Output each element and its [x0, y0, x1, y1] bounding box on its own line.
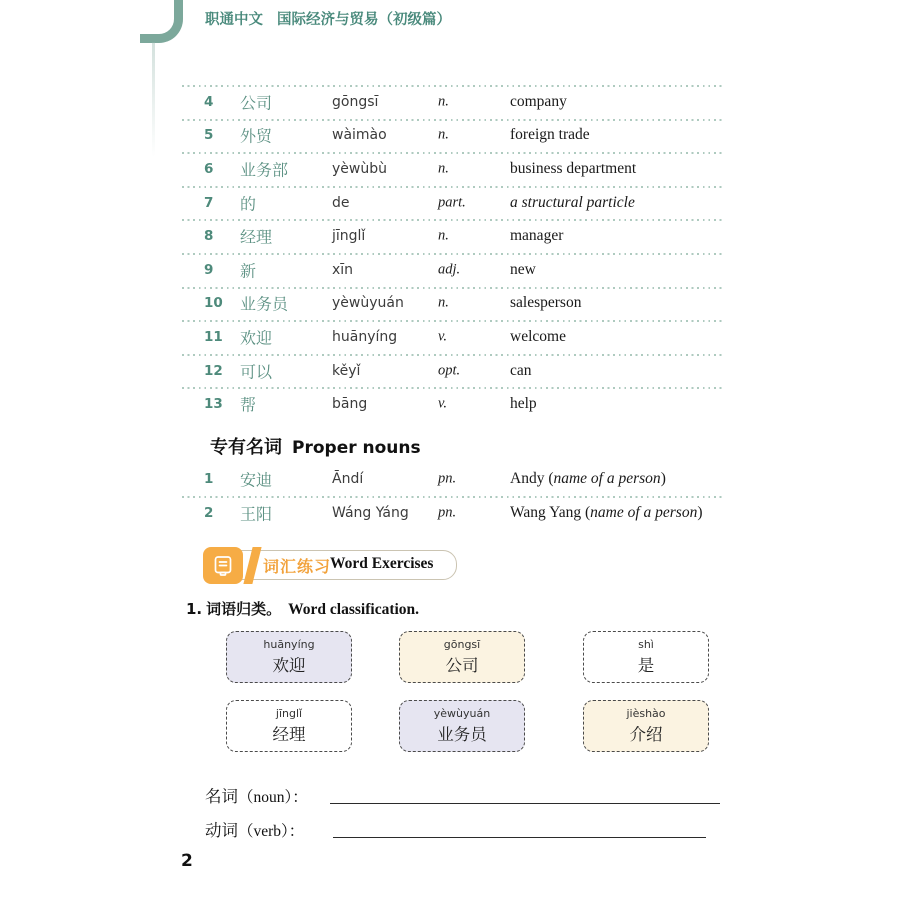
- page-number: 2: [181, 851, 193, 871]
- word-part-of-speech: pn.: [438, 504, 457, 521]
- proper-nouns-heading: [210, 433, 421, 459]
- badge-label-zh: 词汇练习: [263, 557, 332, 576]
- word-number: 11: [204, 328, 223, 345]
- answer-label-verb: 动词（verb）：: [205, 821, 305, 840]
- word-hanzi: 帮: [240, 397, 257, 415]
- word-part-of-speech: part.: [438, 194, 466, 211]
- word-number: 2: [204, 505, 214, 521]
- word-exercises-badge: [203, 547, 463, 585]
- proper-noun-row: [182, 496, 724, 530]
- word-english: new: [510, 260, 536, 278]
- word-english: salesperson: [510, 294, 582, 312]
- exercise-title: [186, 598, 419, 619]
- badge-label-en: Word Exercises: [330, 554, 434, 572]
- word-number: 12: [204, 362, 223, 379]
- word-part-of-speech: v.: [438, 395, 447, 412]
- vocab-row: [182, 186, 724, 220]
- word-number: 13: [204, 396, 223, 413]
- word-pinyin: Āndí: [332, 471, 364, 487]
- word-part-of-speech: n.: [438, 93, 449, 110]
- word-english: company: [510, 92, 567, 110]
- word-pinyin: Wáng Yáng: [332, 505, 409, 521]
- word-hanzi: 新: [240, 263, 257, 281]
- word-part-of-speech: n.: [438, 126, 449, 143]
- word-hanzi: 公司: [240, 95, 273, 113]
- word-hanzi: 外贸: [240, 128, 273, 146]
- word-pinyin: xīn: [332, 261, 354, 278]
- word-english: foreign trade: [510, 126, 590, 144]
- word-part-of-speech: opt.: [438, 362, 461, 379]
- word-card: [399, 631, 525, 683]
- word-card-hanzi: 是: [637, 656, 655, 675]
- word-card-hanzi: 欢迎: [272, 656, 306, 675]
- vocab-row: [182, 219, 724, 253]
- word-card: [583, 631, 709, 683]
- word-number: 6: [204, 160, 214, 177]
- word-english: manager: [510, 227, 564, 245]
- word-card-hanzi: 介绍: [629, 725, 663, 744]
- word-part-of-speech: pn.: [438, 470, 457, 487]
- vocab-row: [182, 354, 724, 388]
- word-card: [226, 700, 352, 752]
- exercise-title-zh: 词语归类。: [206, 600, 282, 618]
- word-part-of-speech: adj.: [438, 261, 461, 278]
- corner-decoration: [140, 0, 183, 43]
- word-english: Wang Yang (name of a person): [510, 504, 703, 521]
- word-card-hanzi: 业务员: [437, 725, 487, 744]
- vocab-row: [182, 85, 724, 119]
- word-hanzi: 业务部: [240, 162, 289, 180]
- answer-blank-line: [333, 837, 706, 838]
- word-card-pinyin: shì: [638, 638, 654, 651]
- word-hanzi: 的: [240, 196, 257, 214]
- page-header: [205, 8, 451, 29]
- word-hanzi: 欢迎: [240, 330, 273, 348]
- book-series-title: 职通中文: [205, 12, 263, 28]
- proper-nouns-table: [182, 462, 724, 530]
- word-card-pinyin: huānyíng: [263, 638, 315, 651]
- vocab-row: [182, 320, 724, 354]
- word-number: 10: [204, 295, 223, 312]
- word-hanzi: 可以: [240, 364, 273, 382]
- word-pinyin: de: [332, 194, 350, 211]
- word-hanzi: 经理: [240, 229, 273, 247]
- word-number: 5: [204, 127, 214, 144]
- word-card-pinyin: jīnglǐ: [275, 707, 303, 720]
- word-number: 4: [204, 93, 214, 110]
- answer-blank-line: [330, 803, 720, 804]
- answer-label-noun: 名词（noun）：: [205, 787, 308, 806]
- word-pinyin: huānyíng: [332, 328, 398, 345]
- word-pinyin: kěyǐ: [332, 362, 361, 379]
- word-english: a structural particle: [510, 193, 635, 211]
- word-pinyin: jīnglǐ: [332, 228, 366, 245]
- proper-nouns-heading-en: Proper nouns: [292, 438, 421, 458]
- word-number: 7: [204, 194, 214, 211]
- word-card: [226, 631, 352, 683]
- word-pinyin: wàimào: [332, 127, 387, 144]
- vocab-row: [182, 387, 724, 421]
- word-card-pinyin: yèwùyuán: [433, 707, 491, 720]
- word-card-pinyin: jièshào: [626, 707, 666, 720]
- word-card-pinyin: gōngsī: [443, 638, 481, 651]
- word-english: welcome: [510, 327, 566, 345]
- word-english: can: [510, 361, 532, 379]
- word-part-of-speech: n.: [438, 227, 449, 244]
- proper-noun-row: [182, 462, 724, 496]
- exercise-title-en: Word classification.: [288, 601, 420, 618]
- word-pinyin: yèwùyuán: [332, 295, 404, 312]
- word-number: 9: [204, 261, 214, 278]
- vocab-row: [182, 253, 724, 287]
- book-icon: [203, 547, 243, 584]
- word-pinyin: yèwùbù: [332, 160, 387, 177]
- word-hanzi: 王阳: [240, 506, 273, 524]
- word-english: business department: [510, 159, 637, 177]
- word-pinyin: bāng: [332, 396, 368, 413]
- word-card-hanzi: 公司: [445, 656, 479, 675]
- word-card-hanzi: 经理: [272, 725, 306, 744]
- vocab-row: [182, 287, 724, 321]
- vocab-row: [182, 152, 724, 186]
- proper-nouns-heading-zh: 专有名词: [210, 437, 282, 458]
- vocab-row: [182, 119, 724, 153]
- word-hanzi: 安迪: [240, 472, 273, 490]
- book-subtitle: 国际经济与贸易（初级篇）: [277, 12, 451, 28]
- word-part-of-speech: n.: [438, 294, 449, 311]
- exercise-number: 1.: [186, 600, 203, 618]
- corner-decoration-fade: [152, 42, 155, 157]
- vocab-table: [182, 85, 724, 421]
- word-part-of-speech: n.: [438, 160, 449, 177]
- word-pinyin: gōngsī: [332, 93, 379, 110]
- word-hanzi: 业务员: [240, 296, 289, 314]
- word-english: Andy (name of a person): [510, 470, 666, 487]
- word-english: help: [510, 395, 537, 413]
- word-number: 1: [204, 471, 214, 487]
- word-card: [399, 700, 525, 752]
- word-card: [583, 700, 709, 752]
- word-part-of-speech: v.: [438, 328, 447, 345]
- word-number: 8: [204, 228, 214, 245]
